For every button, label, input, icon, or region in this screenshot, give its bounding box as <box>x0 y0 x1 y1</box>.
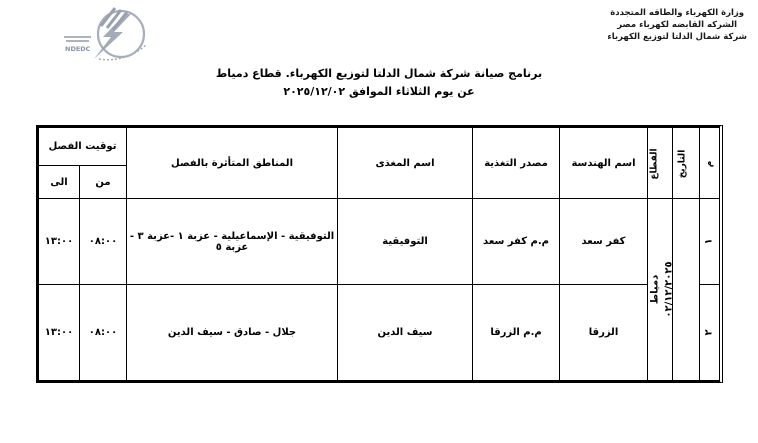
logo-arabic-microtext <box>64 36 91 38</box>
ministry-name: وزارة الكهرباء والطاقه المتجددة <box>610 8 745 18</box>
header-from: من <box>80 166 127 199</box>
company-logo <box>63 4 165 62</box>
header-date: التاريخ <box>673 128 700 199</box>
letterhead <box>607 7 747 43</box>
row1-feeder-name: التوفيقية <box>338 199 473 285</box>
row2-time-to: ١٣:٠٠ <box>39 285 80 381</box>
header-feeding-source: مصدر التغذية <box>473 128 560 199</box>
ndedc-logo-graphic <box>63 4 165 62</box>
logo-acronym-text: NDEDC <box>65 45 91 53</box>
row2-affected-areas: جلال - صادق - سيف الدين <box>127 285 338 381</box>
document-title <box>0 66 758 99</box>
row2-num: ٢ <box>700 285 720 381</box>
row1-engineering: كفر سعد <box>560 199 648 285</box>
row2-engineering: الزرقا <box>560 285 648 381</box>
header-engineering: اسم الهندسة <box>560 128 648 199</box>
title-date-prefix: عن يوم الثلاثاء الموافق <box>348 85 475 98</box>
table-row <box>39 199 720 285</box>
schedule-table-wrapper <box>36 125 723 383</box>
logo-arabic-microtext <box>66 40 89 42</box>
header-to: الى <box>39 166 80 199</box>
header-sector: القطاع <box>648 128 673 199</box>
schedule-table <box>38 127 720 381</box>
row1-num: ١ <box>700 199 720 285</box>
row1-affected-areas: التوفيقية - الإسماعيلية - عزبة ١ -عزبة ٣ - عزبة ٥ <box>127 199 338 285</box>
header-feeder-name: اسم المغذى <box>338 128 473 199</box>
header-affected-areas: المناطق المتأثرة بالفصل <box>127 128 338 199</box>
row2-time-from: ٠٨:٠٠ <box>80 285 127 381</box>
title-date: ٢٠٢٥/١٢/٠٢ <box>283 85 346 98</box>
header-outage-timing: توقيت الفصل <box>39 128 127 166</box>
row1-feeding-source: م.م كفر سعد <box>473 199 560 285</box>
holding-company-name: الشركه القابضه لكهرباء مصر <box>617 20 738 30</box>
row1-time-to: ١٣:٠٠ <box>39 199 80 285</box>
row2-feeding-source: م.م الزرقا <box>473 285 560 381</box>
merged-date-cell: ٠٢/١٢/٢٠٢٥ <box>673 199 700 381</box>
row2-feeder-name: سيف الدين <box>338 285 473 381</box>
row1-time-from: ٠٨:٠٠ <box>80 199 127 285</box>
distribution-company-name: شركة شمال الدلتا لتوزيع الكهرباء <box>607 32 747 42</box>
header-num: م <box>700 128 720 199</box>
title-line-1: برنامج صيانة شركة شمال الدلتا لتوزيع الكهرباء. قطاع دمياط <box>215 67 543 80</box>
table-row <box>39 285 720 381</box>
title-line-2 <box>0 84 758 99</box>
merged-sector-cell: دمياط <box>648 199 673 381</box>
